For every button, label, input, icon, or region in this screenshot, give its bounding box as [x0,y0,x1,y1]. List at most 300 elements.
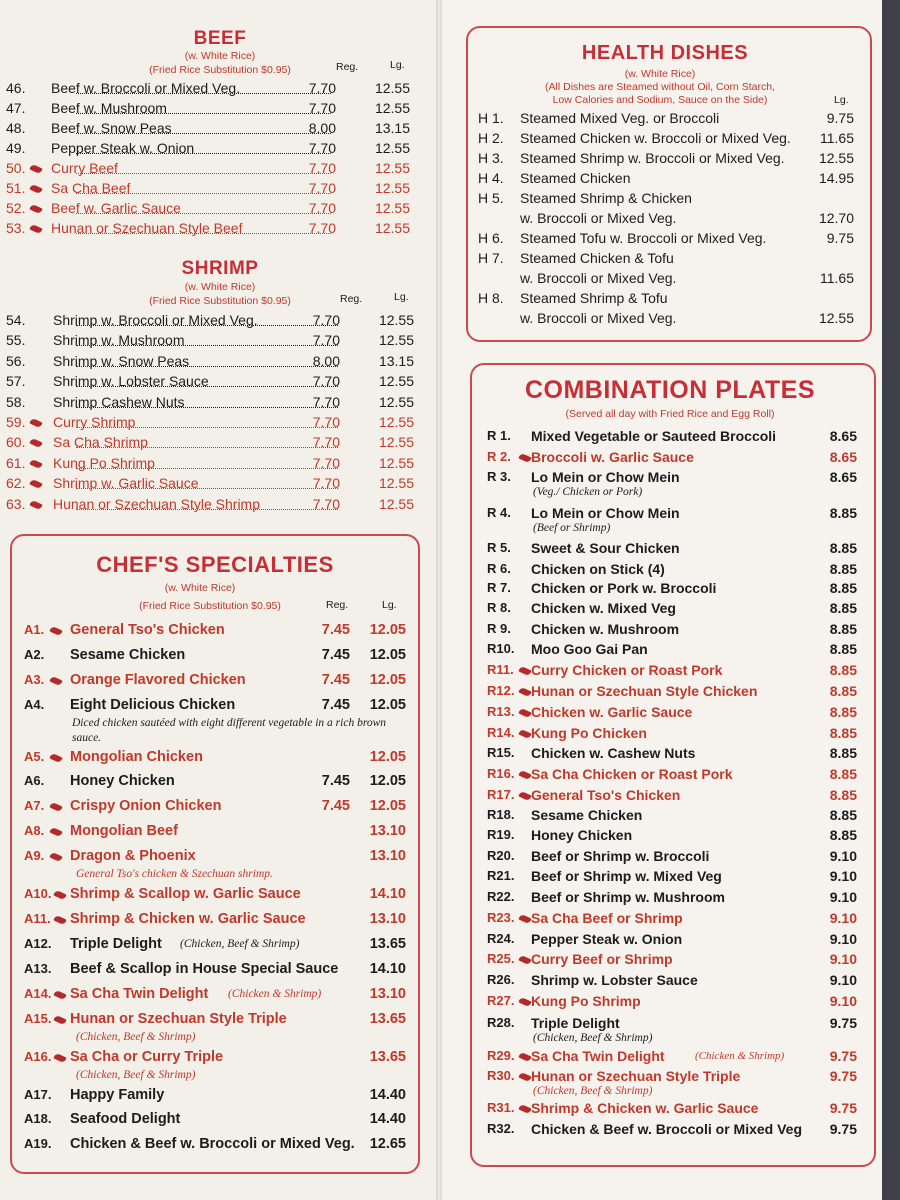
regular-price: 8.00 [308,120,336,136]
item-name: Curry Beef [51,160,118,176]
item-price: 12.55 [818,310,854,326]
health-note-line2: Low Calories and Sodium, Sauce on the Side) [552,94,768,106]
menu-item-row [24,848,414,868]
item-description: General Tso's chicken & Szechuan shrimp. [76,868,273,880]
leader-dots [76,407,338,408]
leader-dots [76,427,338,428]
item-name: Steamed Shrimp w. Broccoli or Mixed Veg. [520,150,785,166]
regular-price: 7.45 [321,647,350,663]
item-name: Pepper Steak w. Onion [51,140,195,156]
item-number: A13. [24,961,52,976]
large-price: 13.10 [369,911,406,927]
menu-item-row [487,725,865,744]
item-name: Mongolian Chicken [70,749,203,765]
item-number: 46. [6,80,26,96]
large-price: 13.10 [369,823,406,839]
item-name: Chicken & Beef w. Broccoli or Mixed Veg. [70,1136,355,1152]
menu-item-row [487,704,865,723]
item-number: H 3. [478,150,504,166]
large-price: 13.65 [369,1049,406,1065]
item-name: Curry Chicken or Roast Pork [531,662,723,678]
menu-item-row [24,986,414,1006]
menu-item-row [6,434,426,452]
item-name: Shrimp w. Broccoli or Mixed Veg. [53,312,258,328]
item-number: R 1. [487,428,511,443]
menu-item-row [487,827,865,846]
item-number: A2. [24,647,45,662]
menu-item-row [487,951,865,970]
regular-price: 7.70 [312,332,340,349]
item-number: A17. [24,1087,52,1102]
item-name: Shrimp w. Mushroom [53,332,185,349]
item-number: A15. [24,1011,52,1026]
menu-item-row [487,910,865,929]
item-price: 9.10 [829,951,857,967]
item-name: Triple Delight [531,1015,620,1031]
item-price: 14.95 [818,170,854,186]
item-name: Steamed Shrimp & Tofu [520,290,668,306]
item-price: 11.65 [820,270,854,286]
shrimp-fried-rice-note: (Fried Rice Substitution $0.95) [149,295,291,307]
item-number: R 7. [487,580,511,595]
large-price: 14.40 [369,1111,406,1127]
menu-item-row [24,1011,414,1031]
item-name: Steamed Chicken w. Broccoli or Mixed Veg. [520,130,791,146]
large-price: 12.05 [369,622,406,638]
item-number: 51. [6,180,26,196]
beef-title: BEEF [193,28,247,49]
item-price: 8.85 [829,540,857,556]
item-number: H 8. [478,290,504,306]
item-name: Sesame Chicken [531,807,643,823]
item-name: Beef w. Mushroom [51,100,167,116]
health-dishes-title: HEALTH DISHES [581,42,749,64]
leader-dots [76,325,338,326]
leader-dots [76,386,338,387]
regular-price: 7.70 [308,140,336,156]
large-price: 12.05 [369,647,406,663]
item-number: 62. [6,475,26,492]
leader-dots [76,213,331,214]
item-number: 58. [6,393,26,410]
regular-price: 7.70 [308,180,336,196]
item-number: A9. [24,848,45,863]
item-name: Crispy Onion Chicken [70,798,222,814]
item-extra-note: (Chicken, Beef & Shrimp) [180,938,300,950]
item-name: Chicken w. Mixed Veg [531,600,676,616]
item-number: R25. [487,951,515,966]
item-number: A5. [24,749,45,764]
item-name: Chicken w. Cashew Nuts [531,745,696,761]
large-price: 12.55 [374,160,410,176]
item-number: 49. [6,140,26,156]
item-price: 9.75 [829,1121,857,1137]
leader-dots [76,133,331,134]
item-name: Hunan or Szechuan Style Triple [531,1068,741,1084]
menu-item-row [24,773,414,793]
item-name: Steamed Mixed Veg. or Broccoli [520,110,720,126]
menu-item-row [24,823,414,843]
item-name: Sa Cha Twin Delight [531,1048,665,1064]
item-number: R12. [487,683,515,698]
large-price: 12.55 [378,454,414,471]
regular-price: 7.70 [308,100,336,116]
background-edge [882,0,900,1200]
regular-price: 7.70 [312,454,340,471]
item-price: 8.85 [829,621,857,637]
beef-fried-rice-note: (Fried Rice Substitution $0.95) [149,64,291,76]
item-number: H 4. [478,170,504,186]
item-price: 8.85 [829,725,857,741]
leader-dots [76,509,338,510]
menu-item-row [487,848,865,867]
menu-item-row [6,475,426,493]
item-price: 8.85 [829,683,857,699]
regular-price: 7.45 [321,697,350,713]
item-name: Steamed Chicken [520,170,631,186]
item-price: 8.85 [829,787,857,803]
regular-price: 7.70 [312,373,340,390]
chef-subtitle: (w. White Rice) [164,582,236,594]
menu-item-row [6,140,426,158]
item-price: 8.85 [829,561,857,577]
item-price: 9.75 [829,1048,857,1064]
item-name: Sa Cha Beef [51,180,131,196]
item-number: R14. [487,725,515,740]
item-name: Steamed Chicken & Tofu [520,250,674,266]
item-price: 8.65 [829,449,857,465]
item-number: R31. [487,1100,515,1115]
item-description: (Chicken, Beef & Shrimp) [76,1069,196,1081]
item-name: Lo Mein or Chow Mein [531,469,680,485]
menu-item-row [487,931,865,950]
leader-dots [76,447,338,448]
item-name: Shrimp & Chicken w. Garlic Sauce [70,911,306,927]
menu-item-row [487,1048,865,1067]
leader-dots [76,153,331,154]
menu-item-row [6,332,426,350]
large-price: 12.55 [378,475,414,492]
item-number: A4. [24,697,45,712]
item-name: Broccoli w. Garlic Sauce [531,449,694,465]
item-name: Dragon & Phoenix [70,848,196,864]
item-number: A14. [24,986,52,1001]
item-number: H 5. [478,190,504,206]
item-name: Shrimp & Chicken w. Garlic Sauce [531,1100,759,1116]
menu-item-row [6,200,426,218]
item-price: 8.85 [829,745,857,761]
beef-lg-header: Lg. [390,59,405,71]
item-number: 60. [6,434,26,451]
leader-dots [76,113,331,114]
item-name: Shrimp & Scallop w. Garlic Sauce [70,886,301,902]
item-name-continued: w. Broccoli or Mixed Veg. [520,210,677,226]
item-number: H 2. [478,130,504,146]
menu-item-row [6,220,426,238]
large-price: 14.40 [369,1087,406,1103]
shrimp-lg-header: Lg. [394,291,409,303]
menu-item-row [487,868,865,887]
item-description: Diced chicken sautéed with eight different vegetable in a rich brown sauce. [72,717,387,744]
large-price: 13.65 [369,936,406,952]
item-name: Beef w. Garlic Sauce [51,200,181,216]
item-name: Honey Chicken [70,773,175,789]
menu-item-row [487,428,865,447]
menu-item-row [487,889,865,908]
item-price: 9.10 [829,868,857,884]
large-price: 12.55 [374,180,410,196]
item-name: Seafood Delight [70,1111,181,1127]
item-name-continued: w. Broccoli or Mixed Veg. [520,270,677,286]
regular-price: 7.70 [312,495,340,512]
large-price: 12.05 [369,749,406,765]
large-price: 12.55 [378,312,414,328]
large-price: 12.05 [369,798,406,814]
item-number: H 1. [478,110,504,126]
item-number: A11. [24,911,51,926]
menu-item-row [6,373,426,391]
large-price: 13.10 [369,986,406,1002]
item-price: 9.75 [829,1100,857,1116]
item-name: Moo Goo Gai Pan [531,641,648,657]
item-number: R13. [487,704,515,719]
regular-price: 7.45 [321,672,350,688]
large-price: 12.05 [369,697,406,713]
item-name: Chicken on Stick (4) [531,561,665,577]
menu-item-row [487,580,865,599]
item-name: Hunan or Szechuan Style Shrimp [53,495,260,512]
item-number: R24. [487,931,515,946]
menu-item-row [487,807,865,826]
item-name: Curry Beef or Shrimp [531,951,673,967]
shrimp-subtitle: (w. White Rice) [184,281,256,293]
menu-item-row [6,353,426,371]
large-price: 12.05 [369,672,406,688]
menu-item-row [24,622,414,642]
item-number: R 4. [487,505,511,520]
leader-dots [76,173,331,174]
regular-price: 7.45 [321,798,350,814]
item-number: 55. [6,332,26,349]
item-description: (Beef or Shrimp) [533,522,611,534]
item-number: R20. [487,848,515,863]
item-price: 9.75 [826,110,854,126]
large-price: 14.10 [369,961,406,977]
item-number: 63. [6,495,26,512]
item-number: H 6. [478,230,504,246]
item-number: R32. [487,1121,515,1136]
item-number: A19. [24,1136,52,1151]
regular-price: 8.00 [312,352,340,369]
chef-reg-header: Reg. [326,599,349,611]
item-price: 8.65 [829,428,857,444]
large-price: 12.55 [374,200,410,216]
item-number: A7. [24,798,45,813]
large-price: 12.05 [369,773,406,789]
menu-item-row [487,1100,865,1119]
item-name: Honey Chicken [531,827,633,843]
item-number: R17. [487,787,515,802]
item-name: Shrimp w. Lobster Sauce [531,972,698,988]
item-name: Beef & Scallop in House Special Sauce [70,961,339,977]
large-price: 12.55 [374,100,410,116]
regular-price: 7.70 [312,312,340,328]
item-price: 12.55 [818,150,854,166]
chefs-specialties-title: CHEF'S SPECIALTIES [96,552,334,577]
menu-item-row [24,1049,414,1069]
large-price: 12.55 [374,140,410,156]
menu-item-row [24,1087,414,1107]
menu-item-row [24,749,414,769]
item-price: 8.85 [829,600,857,616]
item-number: R 2. [487,449,511,464]
large-price: 14.10 [369,886,406,902]
leader-dots [76,193,331,194]
item-number: R11. [487,662,514,677]
regular-price: 7.70 [308,200,336,216]
item-number: 57. [6,373,26,390]
regular-price: 7.70 [308,80,336,96]
item-number: R18. [487,807,515,822]
item-number: 61. [6,454,26,471]
large-price: 13.65 [369,1011,406,1027]
item-number: R15. [487,745,515,760]
menu-item-row [24,647,414,667]
regular-price: 7.45 [321,622,350,638]
item-number: R 5. [487,540,511,555]
leader-dots [76,233,331,234]
health-lg-header: Lg. [834,94,849,106]
item-price: 9.10 [829,848,857,864]
regular-price: 7.70 [312,475,340,492]
item-price: 9.10 [829,889,857,905]
item-number: A3. [24,672,45,687]
item-number: R23. [487,910,515,925]
item-name: Shrimp w. Lobster Sauce [53,373,209,390]
item-name: Steamed Shrimp & Chicken [520,190,692,206]
menu-item-row [6,394,426,412]
menu-item-row [24,961,414,981]
large-price: 13.15 [374,120,410,136]
item-number: R30. [487,1068,515,1083]
shrimp-title: SHRIMP [181,258,259,279]
item-name: Orange Flavored Chicken [70,672,246,688]
item-number: R16. [487,766,515,781]
menu-item-row [24,936,414,956]
menu-item-row [6,414,426,432]
large-price: 12.55 [378,495,414,512]
menu-item-row [487,787,865,806]
menu-item-row [478,190,858,208]
chef-lg-header: Lg. [382,599,397,611]
item-number: 54. [6,312,26,328]
menu-item-row [6,455,426,473]
item-price: 8.85 [829,766,857,782]
item-name: Beef w. Broccoli or Mixed Veg. [51,80,241,96]
item-name: Chicken & Beef w. Broccoli or Mixed Veg [531,1121,802,1137]
leader-dots [76,468,338,469]
combination-plates-title: COMBINATION PLATES [524,376,815,404]
item-name: Sa Cha Beef or Shrimp [531,910,683,926]
item-number: R 9. [487,621,511,636]
item-price: 8.85 [829,641,857,657]
item-name: Mixed Vegetable or Sauteed Broccoli [531,428,777,444]
regular-price: 7.70 [312,414,340,430]
menu-item-row [487,662,865,681]
menu-item-row [24,798,414,818]
item-name: Beef or Shrimp w. Mixed Veg [531,868,722,884]
menu-item-row [487,600,865,619]
menu-item-row [24,672,414,692]
large-price: 12.55 [378,393,414,410]
menu-item-row [478,250,858,268]
item-name: Shrimp Cashew Nuts [53,393,185,410]
item-name: Chicken or Pork w. Broccoli [531,580,717,596]
menu-item-row [487,561,865,580]
item-name: Steamed Tofu w. Broccoli or Mixed Veg. [520,230,767,246]
beef-subtitle: (w. White Rice) [184,50,256,62]
item-price: 12.70 [818,210,854,226]
item-number: A12. [24,936,52,951]
item-price: 9.10 [829,993,857,1009]
item-number: H 7. [478,250,504,266]
item-name: Mongolian Beef [70,823,178,839]
item-price: 11.65 [820,130,854,146]
item-description: (Veg./ Chicken or Pork) [533,486,643,498]
menu-item-row [487,540,865,559]
item-number: A8. [24,823,45,838]
item-number: R26. [487,972,515,987]
item-number: R21. [487,868,515,883]
menu-item-row [6,312,426,330]
menu-item-row [487,1121,865,1140]
item-name: Sesame Chicken [70,647,186,663]
large-price: 13.15 [378,352,414,369]
item-number: R 3. [487,469,511,484]
item-price: 8.85 [829,662,857,678]
menu-item-row [6,160,426,178]
menu-item-row [487,745,865,764]
menu-item-row [487,972,865,991]
item-name: General Tso's Chicken [70,622,225,638]
item-extra-note: (Chicken & Shrimp) [695,1050,785,1062]
item-number: R27. [487,993,515,1008]
item-price: 9.75 [826,230,854,246]
item-number: 59. [6,414,26,430]
regular-price: 7.70 [308,220,336,236]
regular-price: 7.70 [312,434,340,451]
item-number: A6. [24,773,45,788]
item-name: Chicken w. Garlic Sauce [531,704,693,720]
item-number: R29. [487,1048,515,1063]
item-number: A16. [24,1049,52,1064]
regular-price: 7.70 [308,160,336,176]
menu-item-row [24,886,414,906]
item-name: Shrimp w. Snow Peas [53,352,190,369]
item-number: 53. [6,220,26,236]
item-name: Hunan or Szechuan Style Chicken [531,683,758,699]
item-price: 9.10 [829,931,857,947]
item-name: Kung Po Chicken [531,725,647,741]
menu-item-row [487,449,865,468]
item-number: A18. [24,1111,52,1126]
item-price: 9.75 [829,1068,857,1084]
menu-item-row [487,621,865,640]
health-note-line1: (All Dishes are Steamed without Oil, Corn Starch, [545,81,775,93]
large-price: 13.10 [369,848,406,864]
item-name: Sa Cha or Curry Triple [70,1049,224,1065]
item-name: Hunan or Szechuan Style Beef [51,220,243,236]
